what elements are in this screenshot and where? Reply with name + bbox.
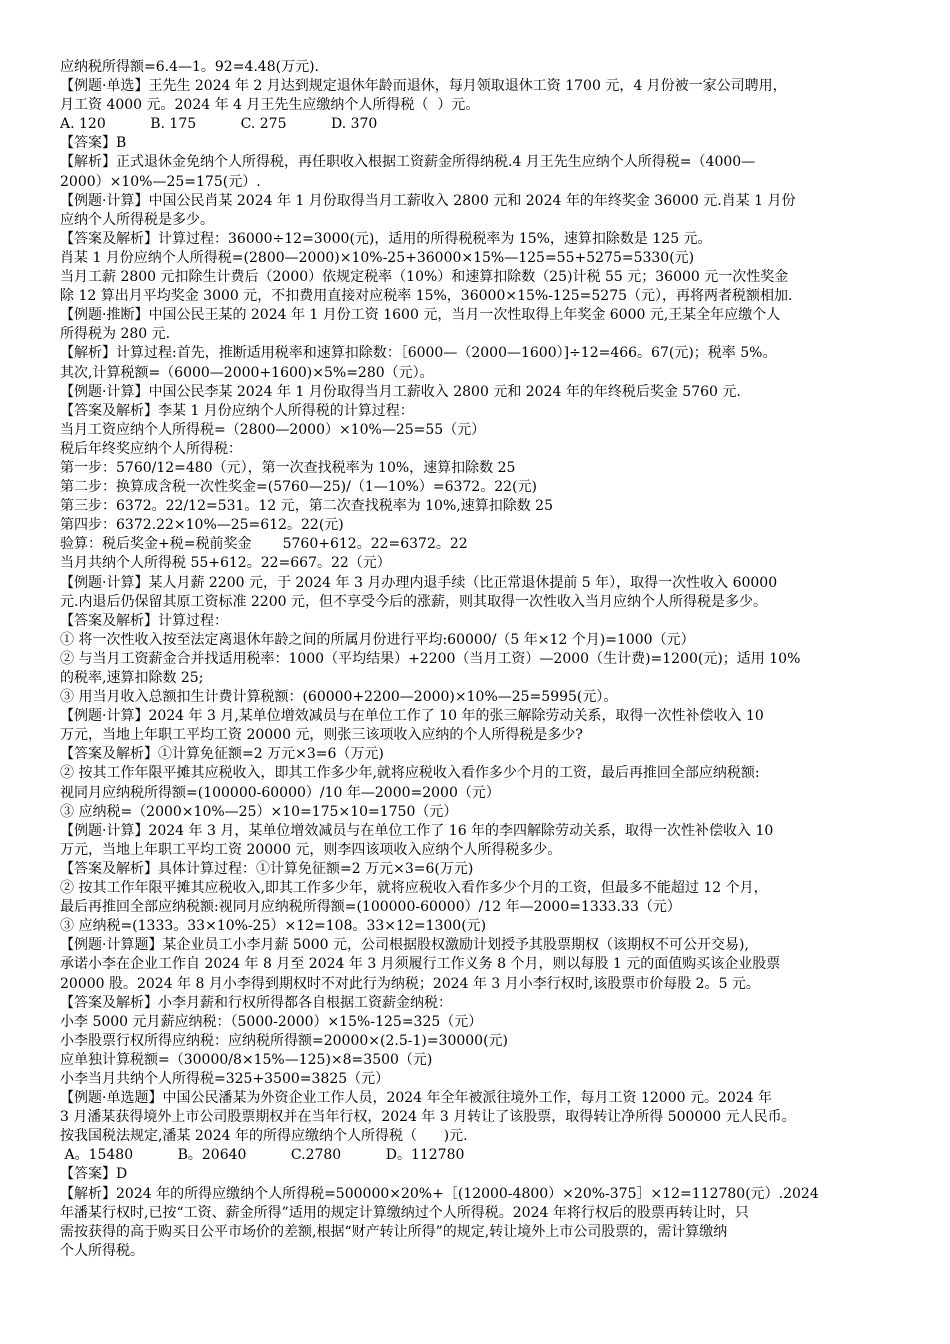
text-line: 【例题·计算】2024 年 3 月，某单位增效减员与在单位工作了 16 年的李四解除劳动关系，取得一次性补偿收入 10	[60, 822, 774, 839]
text-line: 万元，当地上年职工平均工资 20000 元，则李四该项收入应纳个人所得税多少。	[60, 841, 562, 858]
text-line: 个人所得税。	[60, 1242, 144, 1259]
text-line: 承诺小李在企业工作自 2024 年 8 月至 2024 年 3 月须履行工作义务 8 个月，则以每股 1 元的面值购买该企业股票	[60, 956, 781, 973]
text-line: 【答案及解析】李某 1 月份应纳个人所得税的计算过程：	[60, 402, 414, 419]
text-line: 第一步：5760/12=480（元），第一次查找税率为 10%，速算扣除数 25	[60, 459, 516, 476]
text-line: 【例题·单选】王先生 2024 年 2 月达到规定退休年龄而退休，每月领取退休工资 1700 元，4 月份被一家公司聘用，	[60, 78, 787, 95]
text-line: ② 按其工作年限平摊其应税收入,即其工作多少年，就将应税收入看作多少个月的工资，但最多不能超过 12 个月，	[60, 880, 768, 897]
text-line: 应单独计算税额=（30000/8×15%—125)×8=3500（元)	[60, 1051, 433, 1068]
text-line: 小李股票行权所得应纳税：应纳税所得额=20000×(2.5-1)=30000(元)	[60, 1032, 509, 1049]
text-line: 验算：税后奖金+税=税前奖金 5760+612。22=6372。22	[60, 536, 468, 553]
text-line: 除 12 算出月平均奖金 3000 元，不扣费用直接对应税率 15%，36000×15%-125=5275（元），再将两者税额相加.	[60, 288, 793, 305]
text-line: 第四步：6372.22×10%—25=612。22(元)	[60, 517, 344, 534]
text-line: 【答案及解析】计算过程：	[60, 612, 228, 629]
text-line: 视同月应纳税所得额=(100000-60000）/10 年—2000=2000（元）	[60, 784, 500, 801]
text-line: 万元，当地上年职工平均工资 20000 元，则张三该项收入应纳的个人所得税是多少?	[60, 727, 583, 744]
text-line: 最后再推回全部应纳税额:视同月应纳税所得额=(100000-60000）/12 年—2000=1333.33（元）	[60, 899, 681, 916]
text-line: 元.内退后仍保留其原工资标准 2200 元，但不享受今后的涨薪，则其取得一次性收入当月应纳个人所得税是多少。	[60, 593, 767, 610]
text-line: ③ 应纳税=（2000×10%—25）×10=175×10=1750（元）	[60, 803, 458, 820]
text-line: 3 月潘某获得境外上市公司股票期权并在当年行权，2024 年 3 月转让了该股票，取得转让净所得 500000 元人民币。	[60, 1109, 796, 1126]
text-line: 【解析】2024 年的所得应缴纳个人所得税=500000×20%+［(12000-4800）×20%-375］×12=112780(元）.2024	[60, 1185, 819, 1202]
text-line: 【例题·计算题】某企业员工小李月薪 5000 元，公司根据股权激励计划授予其股票期权（该期权不可公开交易),	[60, 937, 749, 954]
text-line: 【例题·计算】中国公民肖某 2024 年 1 月份取得当月工薪收入 2800 元和 2024 年的年终奖金 36000 元.肖某 1 月份	[60, 192, 796, 209]
text-line: A. 120 B. 175 C. 275 D. 370	[60, 116, 378, 133]
text-line: 【答案】B	[60, 135, 127, 152]
text-line: 应纳税所得额=6.4—1。92=4.48(万元).	[60, 59, 319, 75]
text-line: 当月工薪 2800 元扣除生计费后（2000）依规定税率（10%）和速算扣除数（25)计税 55 元；36000 元一次性奖金	[60, 269, 789, 286]
text-line: ② 按其工作年限平摊其应税收入，即其工作多少年,就将应税收入看作多少个月的工资，最后再推回全部应纳税额:	[60, 765, 760, 782]
text-line: 【答案及解析】①计算免征额=2 万元×3=6（万元)	[60, 746, 384, 763]
text-line: 当月共纳个人所得税 55+612。22=667。22（元）	[60, 555, 391, 572]
text-line: 20000 股。2024 年 8 月小李得到期权时不对此行为纳税；2024 年 3 月小李行权时,该股票市价每股 2。5 元。	[60, 975, 760, 992]
text-line: 应纳个人所得税是多少。	[60, 211, 214, 228]
text-line: 【例题·推断】中国公民王某的 2024 年 1 月份工资 1600 元，当月一次性取得上年奖金 6000 元,王某全年应缴个人	[60, 307, 781, 324]
text-line: ③ 应纳税=(1333。33×10%-25）×12=108。33×12=1300(元)	[60, 918, 487, 935]
text-line: 【解析】计算过程:首先，推断适用税率和速算扣除数：［6000—（2000—1600）]÷12=466。67(元)；税率 5%。	[60, 345, 777, 362]
text-line: 当月工资应纳个人所得税=（2800—2000）×10%—25=55（元）	[60, 421, 486, 438]
text-line: 【答案及解析】具体计算过程：①计算免征额=2 万元×3=6(万元)	[60, 860, 474, 877]
text-line: 年潘某行权时,已按“工资、薪金所得”适用的规定计算缴纳过个人所得税。2024 年将行权后的股票再转让时，只	[60, 1204, 749, 1221]
text-line: 【解析】正式退休金免纳个人所得税，再任职收入根据工资薪金所得纳税.4 月王先生应纳个人所得税=（4000—	[60, 154, 756, 171]
text-line: ③ 用当月收入总额扣生计费计算税额：(60000+2200—2000)×10%—25=5995(元）。	[60, 689, 618, 706]
text-line: 【例题·计算】2024 年 3 月,某单位增效减员与在单位工作了 10 年的张三解除劳动关系，取得一次性补偿收入 10	[60, 708, 764, 725]
text-line: 【答案】D	[60, 1166, 128, 1183]
text-line: 小李当月共纳个人所得税=325+3500=3825（元）	[60, 1070, 390, 1087]
text-line: 肖某 1 月份应纳个人所得税=(2800—2000)×10%-25+36000×15%—125=55+5275=5330(元)	[60, 249, 695, 266]
text-line: 【答案及解析】计算过程：36000÷12=3000(元)，适用的所得税税率为 15%，速算扣除数是 125 元。	[60, 230, 712, 247]
text-line: 【答案及解析】小李月薪和行权所得都各自根据工资薪金纳税：	[60, 994, 452, 1011]
text-line: ② 与当月工资薪金合并找适用税率：1000（平均结果）+2200（当月工资）—2000（生计费)=1200(元)；适用 10%	[60, 650, 801, 667]
text-line: 【例题·计算】某人月薪 2200 元，于 2024 年 3 月办理内退手续（比正常退休提前 5 年），取得一次性收入 60000	[60, 574, 778, 591]
text-line: 按我国税法规定,潘某 2024 年的所得应缴纳个人所得税（ )元.	[60, 1128, 468, 1145]
text-line: 月工资 4000 元。2024 年 4 月王先生应缴纳个人所得税（ ）元。	[60, 97, 480, 114]
text-line: 【例题·计算】中国公民李某 2024 年 1 月份取得当月工薪收入 2800 元和 2024 年的年终税后奖金 5760 元.	[60, 383, 741, 400]
text-line: 【例题·单选题】中国公民潘某为外资企业工作人员，2024 年全年被派往境外工作，每月工资 12000 元。2024 年	[60, 1090, 773, 1107]
text-line: 其次,计算税额=（6000—2000+1600)×5%=280（元）。	[60, 364, 434, 381]
text-line: 小李 5000 元月薪应纳税：（5000-2000）×15%-125=325（元）	[60, 1013, 483, 1030]
text-line: 2000）×10%—25=175(元）.	[60, 173, 261, 190]
text-line: 第二步：换算成含税一次性奖金=(5760—25)/（1—10%）=6372。22(元)	[60, 479, 537, 496]
text-line: 的税率,速算扣除数 25;	[60, 670, 204, 686]
text-line: 第三步：6372。22/12=531。12 元，第二次查找税率为 10%,速算扣除数 25	[60, 498, 553, 515]
text-line: 需按获得的高于购买日公平市场价的差额,根据“财产转让所得”的规定,转让境外上市公司股票的，需计算缴纳	[60, 1223, 728, 1240]
text-line: 所得税为 280 元.	[60, 326, 171, 343]
text-line: A。15480 B。20640 C.2780 D。112780	[60, 1147, 465, 1164]
text-line: ① 将一次性收入按至法定离退休年龄之间的所属月份进行平均:60000/（5 年×12 个月)=1000（元）	[60, 631, 695, 648]
text-line: 税后年终奖应纳个人所得税：	[60, 440, 242, 457]
